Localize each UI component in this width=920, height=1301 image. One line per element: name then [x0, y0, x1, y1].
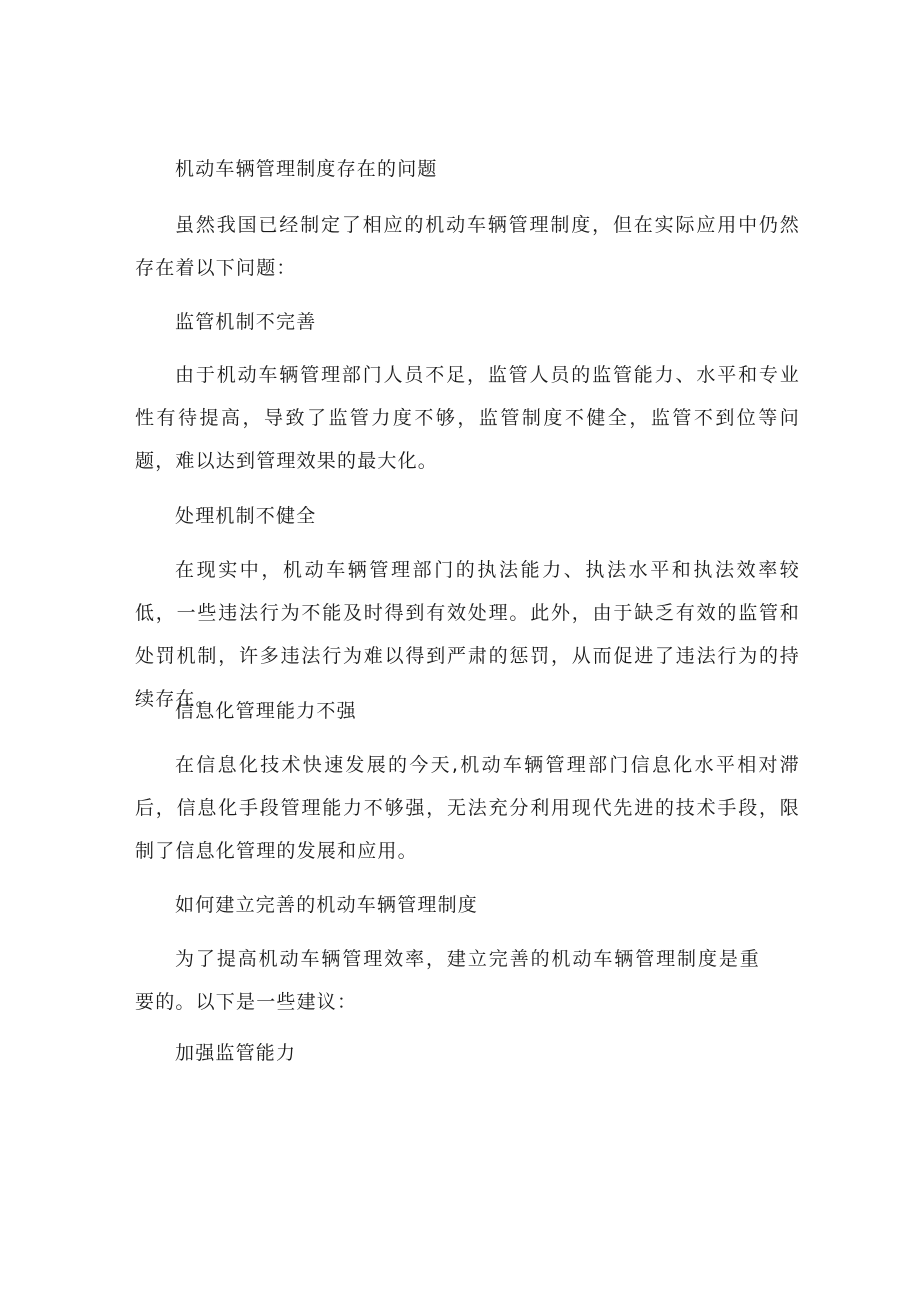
subheading-informatization: 信息化管理能力不强 — [175, 700, 357, 722]
paragraph-handling: 在现实中，机动车辆管理部门的执法能力、执法水平和执法效率较低，一些违法行为不能及时得到有效处理。此外，由于缺乏有效的监管和处罚机制，许多违法行为难以得到严肃的惩罚，从而促进了违法行为的持续存在。 — [135, 559, 800, 710]
section-heading-how-to-build: 如何建立完善的机动车辆管理制度 — [175, 894, 479, 916]
subheading-strengthen-supervision: 加强监管能力 — [175, 1042, 297, 1064]
section-heading-problems: 机动车辆管理制度存在的问题 — [175, 158, 438, 180]
paragraph-how-to-build: 为了提高机动车辆管理效率，建立完善的机动车辆管理制度是重要的。以下是一些建议： — [135, 948, 760, 1013]
subheading-handling: 处理机制不健全 — [175, 505, 317, 527]
paragraph-informatization: 在信息化技术快速发展的今天,机动车辆管理部门信息化水平相对滞后，信息化手段管理能力不够强，无法充分利用现代先进的技术手段，限制了信息化管理的发展和应用。 — [135, 754, 800, 862]
subheading-supervision: 监管机制不完善 — [175, 311, 317, 333]
paragraph-supervision: 由于机动车辆管理部门人员不足，监管人员的监管能力、水平和专业性有待提高，导致了监管力度不够，监管制度不健全，监管不到位等问题，难以达到管理效果的最大化。 — [135, 364, 800, 472]
paragraph-intro-problems: 虽然我国已经制定了相应的机动车辆管理制度，但在实际应用中仍然存在着以下问题： — [135, 214, 800, 279]
